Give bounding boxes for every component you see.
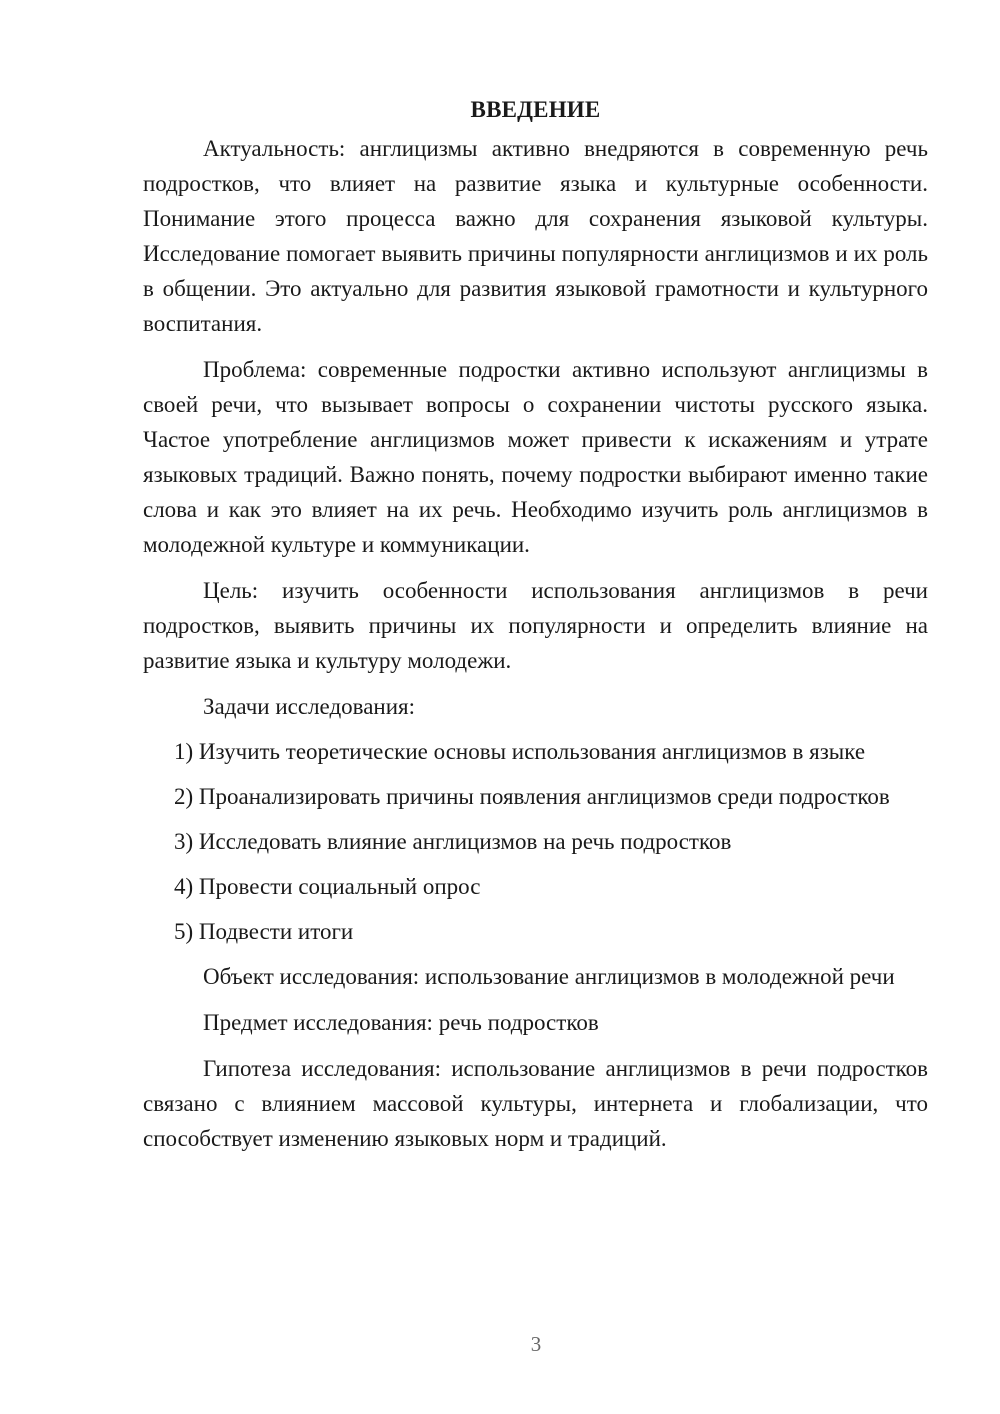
document-page: [143, 92, 928, 1156]
task-item-2: 2) Проанализировать причины появления англицизмов среди подростков: [174, 784, 890, 809]
task-item-1: 1) Изучить теоретические основы использования англицизмов в языке: [174, 739, 866, 764]
problem-paragraph: Проблема: современные подростки активно используют англицизмы в своей речи, что вызывает вопросы о сохранении чистоты русского языка. Частое употребление англицизмов может привести к искажениям и утрате языковых традиций. Важно понять, почему подростки выбирают именно такие слова и как это влияет на их речь. Необходимо изучить роль англицизмов в молодежной культуре и коммуникации.: [143, 357, 928, 557]
object-paragraph: Объект исследования: использование англицизмов в молодежной речи: [203, 964, 895, 989]
page-number: 3: [530, 1332, 542, 1356]
tasks-heading: Задачи исследования:: [203, 694, 416, 719]
subject-paragraph: Предмет исследования: речь подростков: [203, 1010, 599, 1035]
task-item-5: 5) Подвести итоги: [174, 919, 354, 944]
goal-paragraph: Цель: изучить особенности использования англицизмов в речи подростков, выявить причины их популярности и определить влияние на развитие языка и культуру молодежи.: [143, 578, 928, 673]
page-title: ВВЕДЕНИЕ: [470, 97, 601, 122]
task-item-3: 3) Исследовать влияние англицизмов на речь подростков: [174, 829, 732, 854]
hypothesis-paragraph: Гипотеза исследования: использование англицизмов в речи подростков связано с влиянием массовой культуры, интернета и глобализации, что способствует изменению языковых норм и традиций.: [143, 1056, 928, 1151]
relevance-paragraph: Актуальность: англицизмы активно внедряются в современную речь подростков, что влияет на развитие языка и культурные особенности. Понимание этого процесса важно для сохранения языковой культуры. Исследование помогает выявить причины популярности англицизмов и их роль в общении. Это актуально для развития языковой грамотности и культурного воспитания.: [143, 136, 928, 336]
task-item-4: 4) Провести социальный опрос: [174, 874, 481, 899]
